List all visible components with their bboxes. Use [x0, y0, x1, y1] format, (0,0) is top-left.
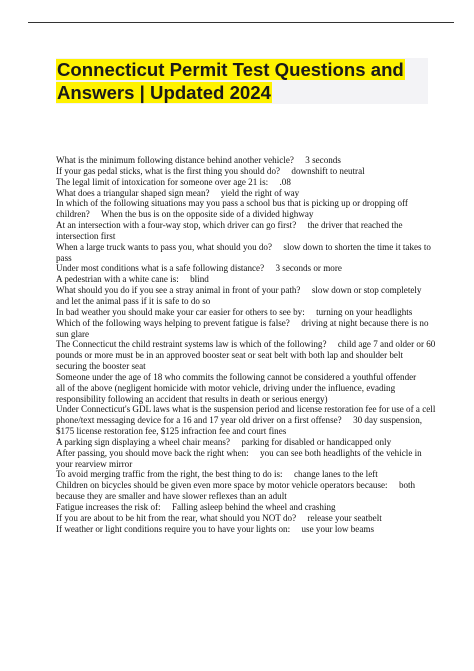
question-text: What does a triangular shaped sign mean?	[56, 187, 210, 198]
qa-item	[56, 198, 436, 220]
top-divider	[28, 22, 454, 23]
question-text: What is the minimum following distance behind another vehicle?	[56, 155, 294, 165]
answer-text: Falling asleep behind the wheel and crashing	[171, 502, 336, 512]
question-text: In bad weather you should make your car easier for others to see by:	[56, 306, 305, 317]
question-text: If you are about to be hit from the rear, what should you NOT do?	[56, 512, 297, 523]
question-text: Children on bicycles should be given even more space by motor vehicle operators because:	[56, 480, 388, 491]
answer-text: change lanes to the left	[293, 469, 378, 480]
title-line-2: Answers | Updated 2024	[57, 82, 271, 103]
qa-item	[56, 524, 436, 535]
qa-item	[56, 263, 436, 274]
answer-text: all of the above (negligent homicide with motor vehicle, driving under the influence, evading responsibility following an accident that results in death or serious energy)	[56, 382, 396, 404]
question-text: A pedestrian with a white cane is:	[56, 274, 179, 285]
answer-text: 3 seconds or more	[275, 263, 342, 274]
question-text: When a large truck wants to pass you, what should you do?	[56, 241, 273, 252]
question-text: To avoid merging traffic from the right, the best thing to do is:	[56, 469, 283, 480]
question-text: If weather or light conditions require you to have your lights on:	[56, 523, 291, 534]
qa-item	[56, 437, 436, 448]
question-text: Fatigue increases the risk of:	[56, 502, 161, 512]
answer-text: yield the right of way	[220, 187, 300, 198]
question-text: The Connecticut the child restraint systems law is which of the following?	[56, 339, 327, 350]
document-title	[56, 58, 428, 104]
qa-item	[56, 166, 436, 177]
qa-item	[56, 372, 436, 405]
qa-item	[56, 242, 436, 264]
question-text: Under Connecticut's GDL laws what is the suspension period and license restoration fee for use of a cell phone/text messaging device for a 16 and 17 year old driver on a first offense?	[56, 404, 436, 426]
question-text: The legal limit of intoxication for someone over age 21 is:	[56, 176, 269, 187]
qa-item	[56, 177, 436, 188]
qa-item	[56, 502, 436, 513]
qa-item	[56, 448, 436, 470]
answer-text: slow down to shorten the time it takes to pass	[56, 241, 431, 263]
qa-item	[56, 285, 436, 307]
answer-text: 3 seconds	[305, 155, 341, 165]
answer-text: release your seatbelt	[307, 512, 382, 523]
question-text: Which of the following ways helping to prevent fatigue is false?	[56, 317, 290, 328]
question-text: If your gas pedal sticks, what is the first thing you should do?	[56, 165, 281, 176]
question-text: Under most conditions what is a safe following distance?	[56, 263, 265, 274]
answer-text: you can see both headlights of the vehicle in your rearview mirror	[56, 447, 422, 469]
qa-item	[56, 404, 436, 437]
answer-text: turning on your headlights	[316, 306, 413, 317]
qa-list	[56, 155, 436, 535]
qa-item	[56, 339, 436, 372]
qa-item	[56, 220, 436, 242]
qa-item	[56, 513, 436, 524]
answer-text: When the bus is on the opposite side of a divided highway	[101, 209, 314, 220]
qa-item	[56, 318, 436, 340]
title-line-1: Connecticut Permit Test Questions and	[57, 59, 404, 80]
answer-text: blind	[190, 274, 209, 285]
answer-text: use your low beams	[301, 523, 374, 534]
answer-text: driving at night because there is no sun glare	[56, 317, 429, 339]
answer-text: .08	[279, 176, 291, 187]
qa-item	[56, 188, 436, 199]
qa-item	[56, 480, 436, 502]
answer-text: 30 day suspension, $175 license restoration fee, $125 infraction fee and court fines	[56, 415, 423, 437]
question-text: Someone under the age of 18 who commits the following cannot be considered a youthful offender	[56, 371, 417, 382]
question-text: After passing, you should move back the right when:	[56, 447, 249, 458]
answer-text: downshift to neutral	[291, 165, 365, 176]
question-text: At an intersection with a four-way stop, which driver can go first?	[56, 220, 297, 231]
question-text: What should you do if you see a stray animal in front of your path?	[56, 285, 301, 296]
answer-text: slow down or stop completely and let the animal pass if it is safe to do so	[56, 285, 422, 306]
qa-item	[56, 155, 436, 166]
answer-text: the driver that reached the intersection first	[56, 220, 403, 241]
qa-item	[56, 274, 436, 285]
answer-text: child age 7 and older or 60 pounds or more must be in an approved booster seat or seat belt with both lap and shoulder belt securing the booster seat	[56, 339, 436, 372]
answer-text: parking for disabled or handicapped only	[241, 436, 392, 447]
answer-text: both because they are smaller and have slower reflexes than an adult	[56, 480, 416, 502]
question-text: A parking sign displaying a wheel chair means?	[56, 436, 230, 447]
qa-item	[56, 469, 436, 480]
qa-item	[56, 307, 436, 318]
question-text: In which of the following situations may you pass a school bus that is picking up or dropping off children?	[56, 198, 408, 220]
